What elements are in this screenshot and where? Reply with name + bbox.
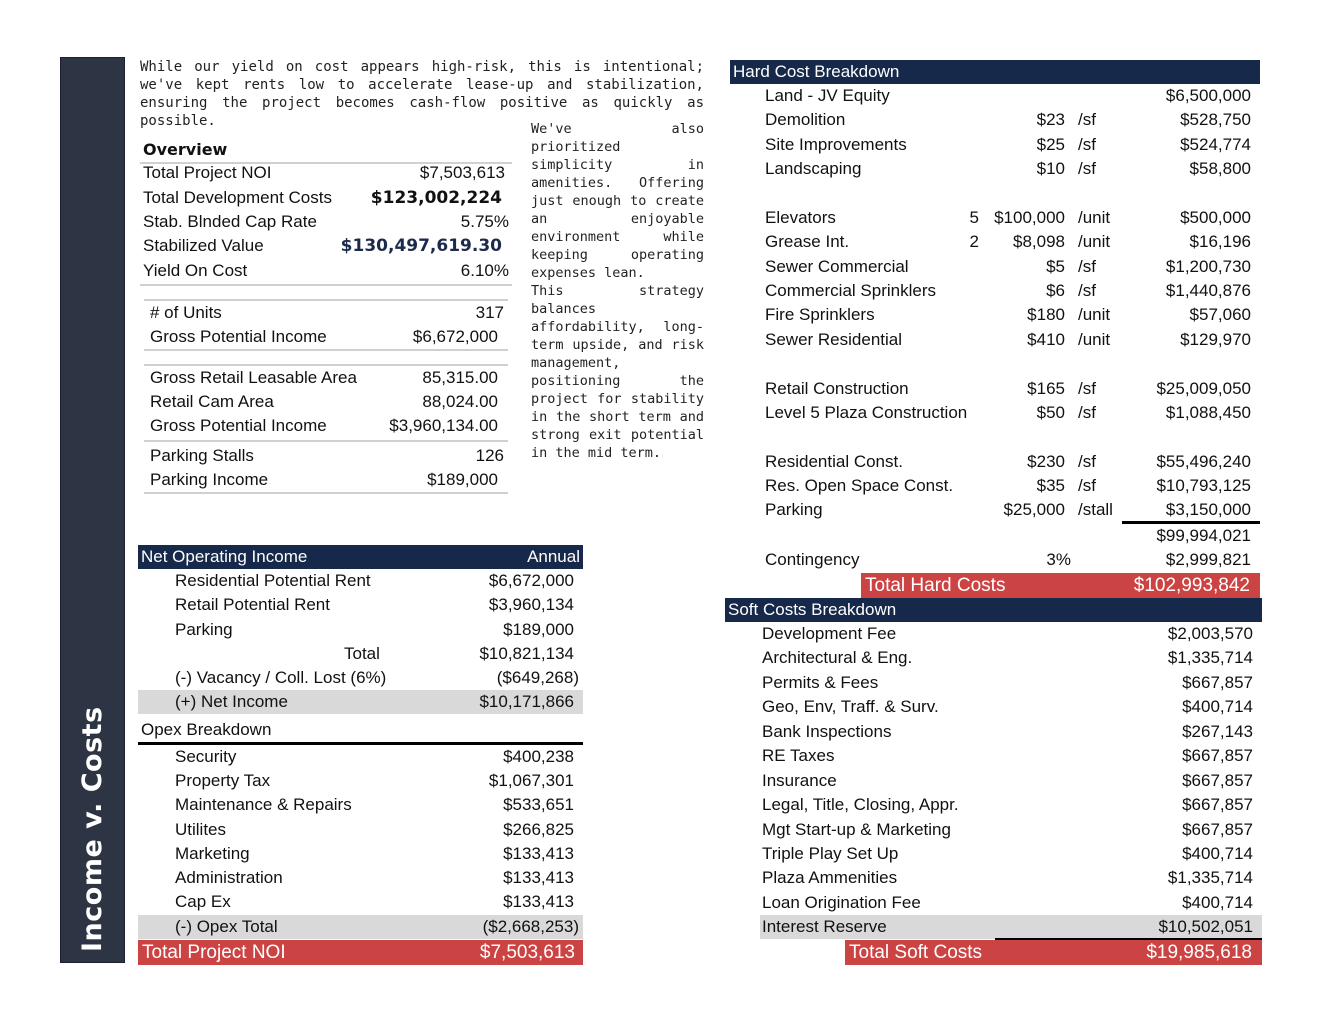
parking-row [140,444,508,468]
opex-value: $133,413 [503,868,574,887]
hc-label: Fire Sprinklers [765,305,875,324]
hc-label: Site Improvements [765,135,907,154]
overview-label: Total Development Costs [143,188,332,207]
overview-heading: Overview [143,140,228,159]
opex-row [138,866,583,890]
sc-amount: $1,335,714 [1167,648,1253,667]
strategy-note: This strategy balances affordability, long-term upside, and risk management, positioning the project for stability in the short term and strong exit potential in the mid term. [531,283,704,461]
retail-row [140,366,508,390]
hc-amount: $3,150,000 [1165,500,1251,519]
overview-row [140,186,512,210]
soft-cost-header [725,598,1262,622]
hc-label: Level 5 Plaza Construction [765,403,968,422]
noi-label: Parking [175,620,233,639]
hc-subtotal: $99,994,021 [1156,526,1251,545]
divider [144,440,508,442]
hc-unit: /sf [1078,135,1096,154]
hc-label: Land - JV Equity [765,86,890,105]
sc-amount: $400,714 [1182,893,1253,912]
retail-label: Gross Potential Income [150,416,327,435]
retail-row [140,414,508,438]
hc-amount: $55,496,240 [1156,452,1251,471]
hc-rate: $165 [1027,379,1065,398]
opex-row [138,745,583,769]
units-row [140,325,508,349]
hc-label: Landscaping [765,159,862,178]
hc-unit: /sf [1078,403,1096,422]
hc-label: Commercial Sprinklers [765,281,936,300]
hc-amount: $10,793,125 [1156,476,1251,495]
overview-row [140,161,512,185]
hc-label: Elevators [765,208,836,227]
hc-label: Grease Int. [765,232,850,251]
hc-unit: /stall [1078,500,1113,519]
opex-value: $133,413 [503,892,574,911]
hard-cost-row [730,377,1260,401]
hc-amount: $58,800 [1189,159,1251,178]
overview-row [140,210,512,234]
opex-label: Security [175,747,237,766]
net-income-label: (+) Net Income [175,692,288,711]
hc-amount: $1,200,730 [1165,257,1251,276]
contingency-label: Contingency [765,550,860,569]
hc-rate: $35 [1036,476,1065,495]
hard-cost-row [730,108,1260,132]
noi-row [138,593,583,617]
hc-unit: /sf [1078,281,1096,300]
noi-total-value: $10,821,134 [479,644,574,663]
parking-label: Parking Income [150,470,269,489]
hc-unit: /unit [1078,232,1111,251]
hard-cost-row [730,474,1260,498]
hc-rate: $25 [1036,135,1065,154]
overview-row [140,259,512,283]
retail-label: Retail Cam Area [150,392,274,411]
overview-value: 6.10% [460,261,509,280]
soft-cost-header-label: Soft Costs Breakdown [728,600,897,619]
vacancy-row [138,666,583,690]
noi-total-row [138,642,583,666]
hc-rate: $23 [1036,110,1065,129]
hard-cost-row [730,255,1260,279]
overview-value: 5.75% [460,212,509,231]
parking-label: Parking Stalls [150,446,254,465]
opex-label: Property Tax [175,771,271,790]
contingency-pct: 3% [1046,550,1071,569]
units-label: # of Units [150,303,222,322]
hc-unit: /unit [1078,208,1111,227]
opex-value: $133,413 [503,844,574,863]
opex-label: Maintenance & Repairs [175,795,352,814]
units-value: 317 [475,303,504,322]
opex-value: $400,238 [503,747,574,766]
sc-label: Insurance [762,771,837,790]
intro-paragraph: While our yield on cost appears high-risk, this is intentional; we've kept rents low to accelerate lease-up and stabilization, ensuring the project becomes cash-flow positive as quickly as possible. [140,59,704,129]
sc-amount: $267,143 [1182,722,1253,741]
vacancy-value: ($649,268) [496,668,579,687]
sc-amount: $667,857 [1182,673,1253,692]
divider [144,349,508,351]
hc-unit: /sf [1078,452,1096,471]
sc-amount: $667,857 [1182,771,1253,790]
hc-label: Sewer Commercial [765,257,909,276]
soft-cost-row [727,842,1262,866]
hc-label: Retail Construction [765,379,909,398]
hc-rate: $50 [1036,403,1065,422]
soft-cost-row [727,769,1262,793]
overview-row [140,234,512,258]
opex-label: Cap Ex [175,892,231,911]
retail-label: Gross Retail Leasable Area [150,368,357,387]
overview-label: Yield On Cost [143,261,248,280]
hc-amount: $129,970 [1180,330,1251,349]
hc-label: Sewer Residential [765,330,903,349]
sc-label: Loan Origination Fee [762,893,921,912]
opex-value: $266,825 [503,820,574,839]
sc-amount: $2,003,570 [1167,624,1253,643]
hc-unit: /sf [1078,110,1096,129]
amenities-note: We've also prioritized simplicity in amenities. Offering just enough to create an enjoyable environment while keeping operating expenses lean. [531,121,704,281]
total-soft-costs-bar [845,940,1262,965]
hc-label: Res. Open Space Const. [765,476,954,495]
units-value: $6,672,000 [412,327,498,346]
hard-cost-subtotal-row [730,524,1260,548]
sc-label: Architectural & Eng. [762,648,913,667]
noi-label: Residential Potential Rent [175,571,371,590]
hc-amount: $524,774 [1180,135,1251,154]
contingency-value: $2,999,821 [1165,550,1251,569]
hc-rate: $8,098 [1013,232,1065,251]
section-title: Income v. Costs [76,706,108,952]
overview-label: Stab. Blnded Cap Rate [143,212,317,231]
hc-rate: $230 [1027,452,1065,471]
hc-amount: $57,060 [1189,305,1251,324]
opex-total-label: (-) Opex Total [175,917,278,936]
sc-label: Mgt Start-up & Marketing [762,820,951,839]
parking-value: 126 [475,446,504,465]
noi-row [138,618,583,642]
hard-cost-row [730,157,1260,181]
vacancy-label: (-) Vacancy / Coll. Lost (6%) [175,668,387,687]
sc-label: Development Fee [762,624,897,643]
hc-amount: $25,009,050 [1156,379,1251,398]
overview-value: $130,497,619.30 [340,236,502,256]
opex-total-value: ($2,668,253) [482,917,579,936]
sc-amount: $667,857 [1182,795,1253,814]
contingency-row [730,548,1260,572]
hc-amount: $1,440,876 [1165,281,1251,300]
hc-qty: 5 [969,208,979,227]
soft-cost-row [727,622,1262,646]
hard-cost-header [730,60,1260,84]
opex-row [138,818,583,842]
divider [140,284,512,286]
opex-header-label: Opex Breakdown [141,720,272,739]
sc-label: Bank Inspections [762,722,892,741]
hard-cost-row [730,84,1260,108]
hc-qty: 2 [969,232,979,251]
soft-cost-row [727,646,1262,670]
hc-amount: $16,196 [1189,232,1251,251]
overview-label: Stabilized Value [143,236,264,255]
hc-rate: $6 [1046,281,1065,300]
overview-label: Total Project NOI [143,163,272,182]
units-label: Gross Potential Income [150,327,327,346]
hard-cost-row [730,498,1260,522]
noi-total-label: Total [344,644,380,663]
hc-rate: $410 [1027,330,1065,349]
hc-amount: $6,500,000 [1165,86,1251,105]
total-hard-costs-label: Total Hard Costs [865,575,1006,596]
noi-header [138,545,583,569]
soft-cost-row [727,866,1262,890]
hc-label: Residential Const. [765,452,903,471]
hc-unit: /sf [1078,379,1096,398]
total-soft-costs-label: Total Soft Costs [849,942,983,963]
opex-row [138,769,583,793]
opex-row [138,793,583,817]
overview-value: $123,002,224 [370,188,502,208]
opex-label: Utilites [175,820,227,839]
hc-unit: /sf [1078,159,1096,178]
hard-cost-row [730,133,1260,157]
opex-value: $1,067,301 [488,771,574,790]
hard-cost-row [730,450,1260,474]
sc-amount: $400,714 [1182,844,1253,863]
interest-reserve-row [760,915,1262,939]
total-soft-costs-value: $19,985,618 [1146,942,1252,963]
parking-value: $189,000 [427,470,498,489]
noi-value: $3,960,134 [488,595,574,614]
divider [144,492,508,494]
sc-amount: $1,335,714 [1167,868,1253,887]
retail-value: $3,960,134.00 [389,416,498,435]
net-income-value: $10,171,866 [479,692,574,711]
hc-label: Parking [765,500,823,519]
soft-cost-row [727,891,1262,915]
soft-cost-row [727,818,1262,842]
units-row [140,301,508,325]
overview-value: $7,503,613 [419,163,505,182]
hc-unit: /unit [1078,330,1111,349]
sc-label: RE Taxes [762,746,835,765]
noi-value: $6,672,000 [488,571,574,590]
hard-cost-row [730,303,1260,327]
sc-label: Triple Play Set Up [762,844,899,863]
hc-rate: $100,000 [994,208,1065,227]
interest-reserve-label: Interest Reserve [762,917,887,936]
retail-row [140,390,508,414]
net-income-row [138,690,583,714]
hc-rate: $10 [1036,159,1065,178]
total-noi-value: $7,503,613 [479,942,575,963]
hard-cost-row [730,279,1260,303]
total-hard-costs-bar [861,573,1260,598]
total-noi-bar [138,940,583,965]
hard-cost-row [730,401,1260,425]
opex-total-row [138,915,583,939]
soft-cost-row [727,720,1262,744]
hc-unit: /sf [1078,476,1096,495]
sc-amount: $667,857 [1182,820,1253,839]
sc-amount: $400,714 [1182,697,1253,716]
soft-cost-row [727,793,1262,817]
noi-value: $189,000 [503,620,574,639]
opex-header [138,718,583,742]
hc-unit: /sf [1078,257,1096,276]
hard-cost-row [730,230,1260,254]
hard-cost-row [730,328,1260,352]
noi-label: Retail Potential Rent [175,595,330,614]
soft-cost-row [727,744,1262,768]
hard-cost-row [730,206,1260,230]
retail-value: 85,315.00 [422,368,498,387]
hc-unit: /unit [1078,305,1111,324]
parking-row [140,468,508,492]
sc-amount: $667,857 [1182,746,1253,765]
interest-reserve-value: $10,502,051 [1158,917,1253,936]
hc-amount: $528,750 [1180,110,1251,129]
opex-label: Marketing [175,844,250,863]
noi-row [138,569,583,593]
opex-value: $533,651 [503,795,574,814]
noi-header-period: Annual [527,547,580,566]
opex-row [138,890,583,914]
noi-header-label: Net Operating Income [141,547,308,566]
sc-label: Permits & Fees [762,673,879,692]
sidebar-banner [60,57,125,963]
soft-cost-row [727,695,1262,719]
sc-label: Legal, Title, Closing, Appr. [762,795,959,814]
hc-rate: $5 [1046,257,1065,276]
soft-cost-row [727,671,1262,695]
hc-label: Demolition [765,110,846,129]
hc-rate: $25,000 [1003,500,1065,519]
sc-label: Plaza Ammenities [762,868,898,887]
total-noi-label: Total Project NOI [142,942,286,963]
total-hard-costs-value: $102,993,842 [1133,575,1250,596]
hc-rate: $180 [1027,305,1065,324]
hard-cost-header-label: Hard Cost Breakdown [733,62,900,81]
hc-amount: $1,088,450 [1165,403,1251,422]
opex-row [138,842,583,866]
hc-amount: $500,000 [1180,208,1251,227]
opex-label: Administration [175,868,283,887]
sc-label: Geo, Env, Traff. & Surv. [762,697,939,716]
retail-value: 88,024.00 [422,392,498,411]
